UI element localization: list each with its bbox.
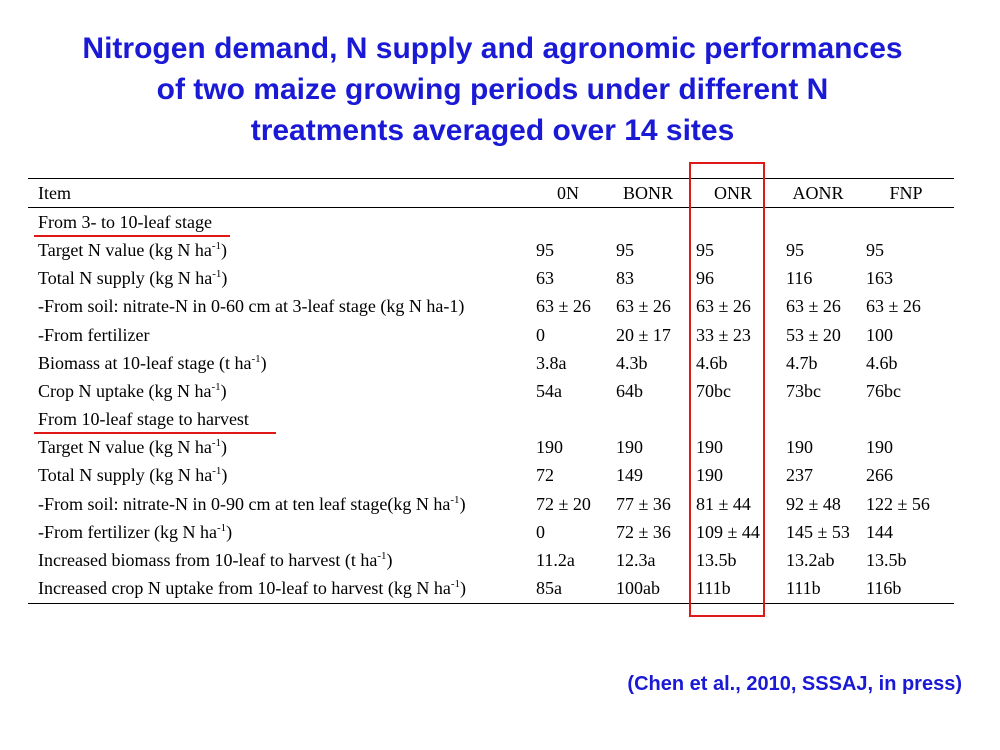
cell-0n: 0 (536, 324, 545, 345)
row-label-text: Target N value (kg N ha (38, 239, 212, 260)
row-label-text: -From fertilizer (kg N ha (38, 521, 217, 542)
row-label-text: Crop N uptake (kg N ha (38, 380, 212, 401)
cell-bonr: 72 ± 36 (616, 521, 671, 542)
row-label (28, 518, 528, 546)
row-label-suffix: ) (459, 493, 466, 514)
nitrogen-table (28, 178, 954, 604)
cell-fnp: 190 (866, 437, 893, 458)
cell-bonr: 20 ± 17 (616, 324, 671, 345)
row-label-superscript: -1 (450, 578, 461, 591)
cell-aonr: 73bc (786, 380, 821, 401)
cell-fnp: 76bc (866, 380, 901, 401)
row-label-suffix: ) (221, 465, 228, 486)
row-label-superscript: -1 (216, 521, 227, 534)
cell-0n: 63 (536, 268, 554, 289)
cell-aonr: 116 (786, 268, 813, 289)
row-label (28, 462, 528, 490)
table-row (28, 265, 954, 293)
row-label-text: Increased biomass from 10-leaf to harvest (t ha (38, 550, 378, 571)
row-label-superscript: -1 (211, 380, 221, 393)
cell-0n: 63 ± 26 (536, 296, 591, 317)
row-label-text: Total N supply (kg N ha (38, 465, 213, 486)
row-label (28, 321, 528, 349)
cell-aonr: 190 (786, 437, 813, 458)
cell-0n: 54a (536, 380, 562, 401)
row-label (28, 490, 528, 518)
header-0n: 0N (557, 182, 579, 203)
table-row (28, 236, 954, 264)
cell-onr: 63 ± 26 (696, 296, 751, 317)
cell-bonr: 12.3a (616, 550, 656, 571)
table-row (28, 575, 954, 604)
cell-bonr: 83 (616, 268, 634, 289)
section-label-text: From 10-leaf stage to harvest (38, 409, 249, 430)
cell-fnp: 144 (866, 521, 893, 542)
cell-onr: 111b (696, 578, 731, 599)
cell-bonr: 4.3b (616, 352, 648, 373)
row-label-suffix: ) (221, 239, 228, 260)
cell-onr: 190 (696, 437, 723, 458)
row-label-text: Biomass at 10-leaf stage (t ha (38, 352, 252, 373)
cell-fnp: 4.6b (866, 352, 898, 373)
cell-fnp: 63 ± 26 (866, 296, 921, 317)
row-label-suffix: ) (260, 352, 267, 373)
section-cell (28, 406, 954, 434)
data-table-container (28, 178, 954, 604)
cell-fnp: 100 (866, 324, 893, 345)
cell-0n: 3.8a (536, 352, 567, 373)
cell-onr: 96 (696, 268, 714, 289)
cell-aonr: 92 ± 48 (786, 493, 841, 514)
slide-title (20, 28, 965, 151)
row-label-text: -From fertilizer (38, 324, 150, 345)
cell-onr: 13.5b (696, 550, 737, 571)
cell-fnp: 116b (866, 578, 902, 599)
cell-bonr: 63 ± 26 (616, 296, 671, 317)
row-label-suffix: ) (386, 550, 393, 571)
cell-bonr: 190 (616, 437, 643, 458)
section-underline (34, 432, 276, 434)
header-item: Item (38, 182, 71, 203)
row-label-suffix: ) (221, 268, 228, 289)
row-label (28, 575, 528, 604)
header-aonr: AONR (792, 182, 844, 203)
section-cell (28, 208, 954, 237)
table-row (28, 377, 954, 405)
table-row (28, 462, 954, 490)
cell-bonr: 64b (616, 380, 643, 401)
row-label (28, 236, 528, 264)
row-label-text: -From soil: nitrate-N in 0-60 cm at 3-leaf stage (kg N ha-1) (38, 296, 465, 317)
cell-fnp: 95 (866, 239, 884, 260)
table-header-row (28, 179, 954, 208)
row-label-superscript: -1 (211, 437, 222, 450)
cell-bonr: 100ab (616, 578, 660, 599)
cell-aonr: 111b (786, 578, 821, 599)
row-label-suffix: ) (460, 578, 467, 599)
row-label (28, 265, 528, 293)
cell-bonr: 95 (616, 239, 634, 260)
cell-onr: 190 (696, 465, 723, 486)
citation: (Chen et al., 2010, SSSAJ, in press) (627, 673, 962, 695)
row-label-superscript: -1 (211, 239, 222, 252)
cell-0n: 11.2a (536, 550, 575, 571)
row-label-text: Increased crop N uptake from 10-leaf to harvest (kg N ha (38, 578, 451, 599)
row-label-superscript: -1 (212, 465, 222, 478)
cell-0n: 72 ± 20 (536, 493, 591, 514)
cell-0n: 190 (536, 437, 563, 458)
table-row (28, 434, 954, 462)
cell-bonr: 149 (616, 465, 643, 486)
title-line-2: of two maize growing periods under different N (156, 73, 829, 106)
cell-aonr: 53 ± 20 (786, 324, 841, 345)
header-bonr: BONR (622, 182, 673, 203)
row-label-suffix: ) (221, 437, 228, 458)
table-row (28, 518, 954, 546)
title-line-1: Nitrogen demand, N supply and agronomic performances (82, 32, 903, 65)
cell-onr: 33 ± 23 (696, 324, 751, 345)
table-row (28, 349, 954, 377)
row-label (28, 349, 528, 377)
section-underline (34, 235, 230, 237)
row-label-suffix: ) (226, 521, 233, 542)
cell-onr: 95 (696, 239, 714, 260)
row-label (28, 434, 528, 462)
title-line-3: treatments averaged over 14 sites (250, 114, 735, 147)
cell-fnp: 266 (866, 465, 893, 486)
section-row (28, 406, 954, 434)
row-label (28, 293, 528, 321)
table-row (28, 490, 954, 518)
row-label (28, 546, 528, 574)
cell-aonr: 95 (786, 239, 804, 260)
cell-aonr: 237 (786, 465, 813, 486)
cell-0n: 95 (536, 239, 554, 260)
cell-bonr: 77 ± 36 (616, 493, 671, 514)
row-label-text: Total N supply (kg N ha (38, 268, 213, 289)
section-label (38, 212, 212, 233)
cell-aonr: 4.7b (786, 352, 818, 373)
cell-0n: 0 (536, 521, 545, 542)
cell-onr: 4.6b (696, 352, 728, 373)
cell-onr: 81 ± 44 (696, 493, 751, 514)
cell-onr: 109 ± 44 (696, 521, 760, 542)
row-label-superscript: -1 (251, 352, 261, 365)
cell-onr: 70bc (696, 380, 731, 401)
row-label-superscript: -1 (450, 493, 460, 506)
cell-aonr: 63 ± 26 (786, 296, 841, 317)
cell-0n: 72 (536, 465, 554, 486)
cell-0n: 85a (536, 578, 562, 599)
section-label-text: From 3- to 10-leaf stage (38, 211, 212, 232)
header-onr: ONR (713, 182, 752, 203)
section-row (28, 208, 954, 237)
section-label (38, 409, 249, 430)
cell-fnp: 13.5b (866, 550, 907, 571)
table-row (28, 546, 954, 574)
header-fnp: FNP (889, 182, 923, 203)
row-label (28, 377, 528, 405)
row-label-text: -From soil: nitrate-N in 0-90 cm at ten leaf stage(kg N ha (38, 493, 451, 514)
cell-fnp: 163 (866, 268, 893, 289)
table-row (28, 321, 954, 349)
table-row (28, 293, 954, 321)
row-label-superscript: -1 (377, 550, 387, 563)
row-label-text: Target N value (kg N ha (38, 437, 212, 458)
row-label-suffix: ) (220, 380, 227, 401)
cell-fnp: 122 ± 56 (866, 493, 930, 514)
table-body (28, 208, 954, 604)
cell-aonr: 145 ± 53 (786, 521, 850, 542)
row-label-superscript: -1 (212, 268, 222, 281)
cell-aonr: 13.2ab (786, 550, 835, 571)
